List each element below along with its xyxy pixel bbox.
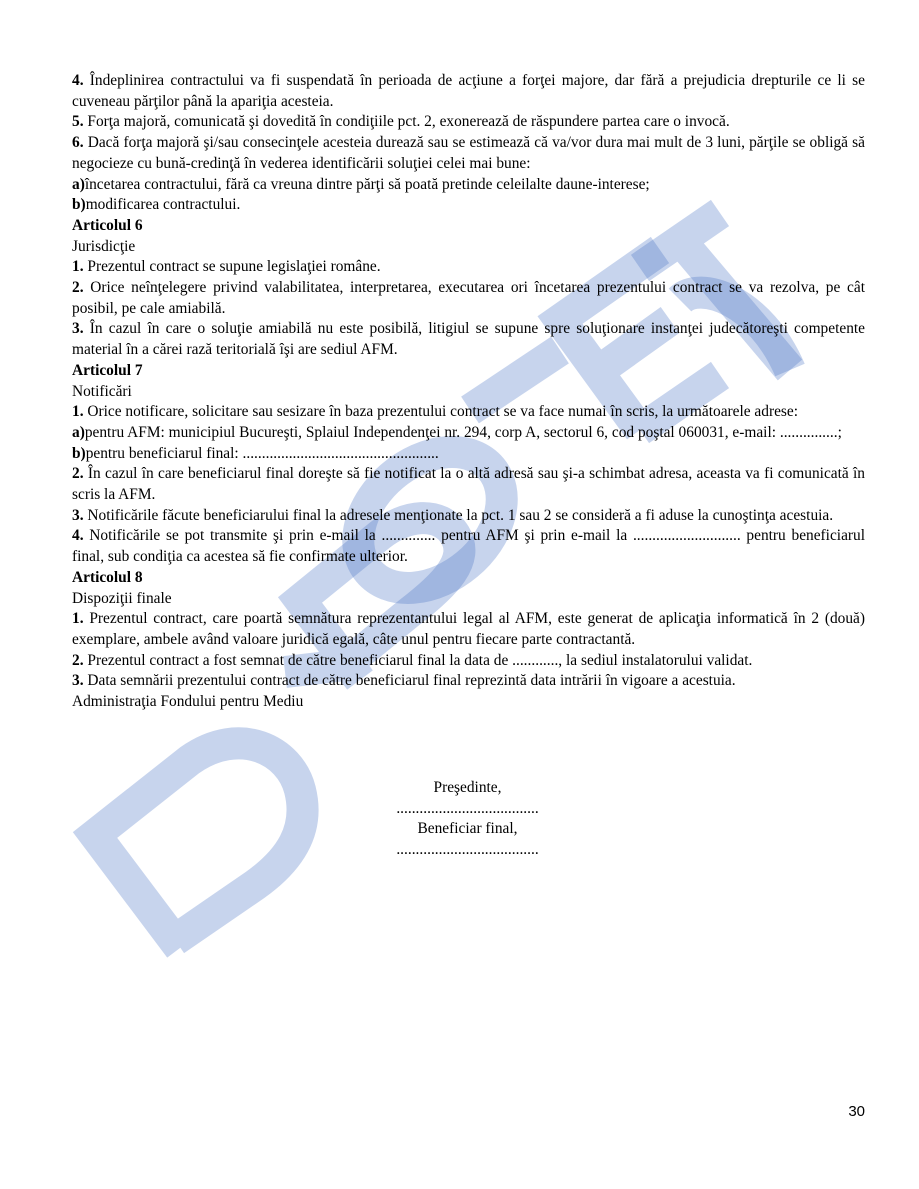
signature-block bbox=[380, 778, 555, 861]
article-heading: Articolul 7 bbox=[72, 361, 143, 379]
paragraph: 6. Dacă forţa majoră şi/sau consecinţele acesteia durează sau se estimează că va/vor dura mai mult de 3 luni, părţile se obligă să negocieze cu bună-credinţă în vederea identificării soluţiei celei mai bune: bbox=[72, 134, 865, 172]
article-title: Notificări bbox=[72, 382, 132, 400]
beneficiary-signature-line: ..................................... bbox=[396, 841, 539, 859]
paragraph: 4. Notificările se pot transmite şi prin e-mail la .............. pentru AFM şi prin e-mail la ............................ pentru beneficiarul final, sub condiţia ca acestea să fie confirmate ulterior. bbox=[72, 527, 865, 566]
paragraph: 3. În cazul în care o soluţie amiabilă nu este posibilă, litigiul se supune spre soluţionare instanţei judecătoreşti competente material în a cărei rază teritorială îşi are sediul AFM. bbox=[72, 320, 865, 359]
paragraph: b)modificarea contractului. bbox=[72, 196, 241, 214]
paragraph: 1. Prezentul contract, care poartă semnătura reprezentantului legal al AFM, este generat de aplicaţia informatică în 2 (două) exemplare, ambele având valoare juridică egală, câte unul pentru fiecare parte contractantă. bbox=[72, 610, 865, 648]
issuer-name: Administraţia Fondului pentru Mediu bbox=[72, 693, 304, 711]
paragraph: 1. Prezentul contract se supune legislaţiei române. bbox=[72, 258, 381, 276]
president-label: Preşedinte, bbox=[433, 779, 502, 796]
article-title: Dispoziţii finale bbox=[72, 589, 172, 607]
article-heading: Articolul 6 bbox=[72, 216, 143, 234]
paragraph: b)pentru beneficiarul final: ................................................... bbox=[72, 444, 439, 462]
president-signature-line: ..................................... bbox=[396, 799, 539, 817]
paragraph: 1. Orice notificare, solicitare sau sesizare în baza prezentului contract se va face numai în scris, la următoarele adrese: bbox=[72, 403, 799, 421]
paragraph: 5. Forţa majoră, comunicată şi dovedită în condiţiile pct. 2, exonerează de răspundere partea care o invocă. bbox=[72, 113, 730, 131]
article-title: Jurisdicţie bbox=[72, 237, 136, 255]
paragraph: a)pentru AFM: municipiul Bucureşti, Splaiul Independenţei nr. 294, corp A, sectorul 6, cod poştal 060031, e-mail: ...............; bbox=[72, 423, 842, 441]
paragraph: a)încetarea contractului, fără ca vreuna dintre părţi să poată pretinde celeilalte daune-interese; bbox=[72, 175, 650, 193]
paragraph: 2. În cazul în care beneficiarul final doreşte să fie notificat la o altă adresă sau şi-a schimbat adresa, aceasta va fi comunicată în scris la AFM. bbox=[72, 465, 865, 504]
article-heading: Articolul 8 bbox=[72, 568, 143, 586]
beneficiary-label: Beneficiar final, bbox=[417, 820, 518, 838]
paragraph: 2. Orice neînţelegere privind valabilitatea, interpretarea, executarea ori încetarea prezentului contract se va rezolva, pe cât posibil, pe cale amiabilă. bbox=[72, 279, 865, 317]
paragraph: 3. Notificările făcute beneficiarului final la adresele menţionate la pct. 1 sau 2 se consideră a fi aduse la cunoştinţa acestuia. bbox=[72, 506, 834, 524]
paragraph: 2. Prezentul contract a fost semnat de către beneficiarul final la data de ............, la sediul instalatorului validat. bbox=[72, 651, 753, 669]
page-number: 30 bbox=[848, 1103, 865, 1120]
document-body bbox=[72, 71, 865, 713]
paragraph: 3. Data semnării prezentului contract de către beneficiarul final reprezintă data intrării în vigoare a acestuia. bbox=[72, 672, 736, 690]
paragraph: 4. Îndeplinirea contractului va fi suspendată în perioada de acţiune a forţei majore, dar fără a prejudicia drepturile ce li se cuveneau părţilor până la apariţia acesteia. bbox=[72, 72, 865, 110]
